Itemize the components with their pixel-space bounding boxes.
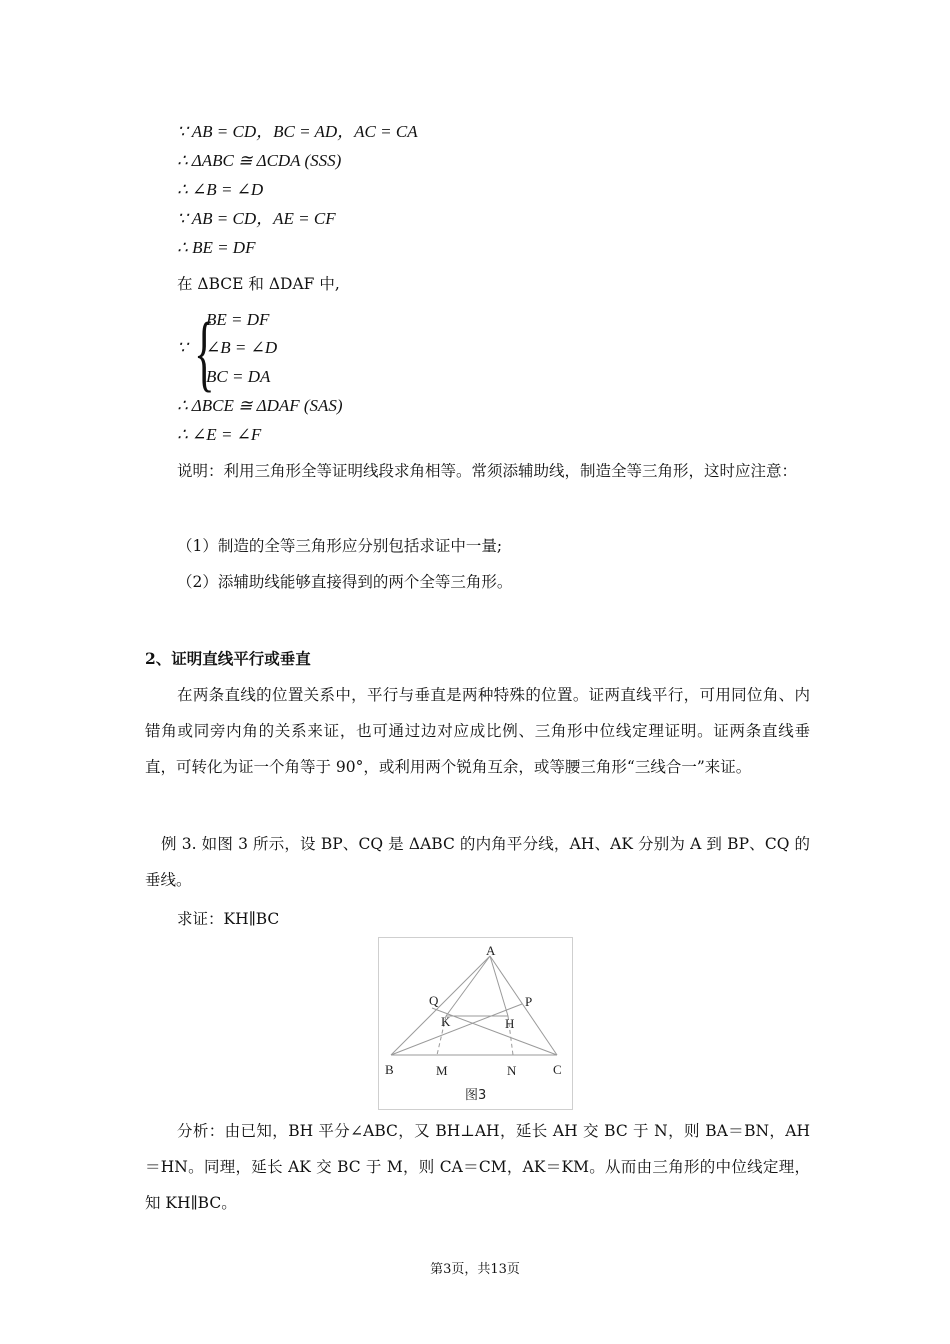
label-p: P	[525, 994, 533, 1009]
conclusion-2: ∴ ∠E = ∠F	[177, 425, 262, 444]
segment-ak	[446, 956, 490, 1016]
note-item-2: （2）添辅助线能够直接得到的两个全等三角形。	[177, 573, 513, 591]
system-row-3: BC = DA	[206, 367, 271, 386]
label-b: B	[385, 1062, 394, 1077]
proof-line-1: ∵ AB = CD，BC = AD，AC = CA	[177, 122, 418, 141]
label-a: A	[486, 943, 496, 958]
example-3-text: 例 3. 如图 3 所示，设 BP、CQ 是 ΔABC 的内角平分线，AH、AK 分别为 A 到 BP、CQ 的垂线。	[145, 835, 811, 889]
figure-3-diagram	[379, 938, 572, 1109]
label-m: M	[436, 1063, 448, 1078]
proof-line-5: ∴ BE = DF	[177, 238, 256, 257]
label-k: K	[441, 1014, 451, 1029]
conclusion-1: ∴ ΔBCE ≅ ΔDAF (SAS)	[177, 396, 343, 415]
note-text: 说明：利用三角形全等证明线段求角相等。常须添辅助线，制造全等三角形，这时应注意：	[177, 462, 798, 480]
section-body: 在两条直线的位置关系中，平行与垂直是两种特殊的位置。证两直线平行，可用同位角、内错角或同旁内角的关系来证，也可通过边对应成比例、三角形中位线定理证明。证两条直线垂直，可转化为证一个角等于 90°，或利用两个锐角互余，或等腰三角形“三线合一”来证。	[145, 686, 810, 776]
system-row-1: BE = DF	[206, 310, 270, 329]
proof-line-3: ∴ ∠B = ∠D	[177, 180, 264, 199]
proof-line-6: 在 ΔBCE 和 ΔDAF 中,	[177, 275, 340, 293]
figure-caption: 图3	[465, 1088, 487, 1103]
side-ac	[490, 956, 557, 1055]
system-row-2: ∠B = ∠D	[206, 338, 278, 357]
analysis-text: 分析：由已知，BH 平分∠ABC，又 BH⊥AH，延长 AH 交 BC 于 N，则 BA＝BN，AH＝HN。同理，延长 AK 交 BC 于 M，则 CA＝CM，AK＝KM。从而由三角形的中位线定理，知 KH∥BC。	[145, 1122, 810, 1212]
section-heading: 2、证明直线平行或垂直	[145, 649, 311, 668]
label-h: H	[505, 1016, 515, 1031]
bisector-bp	[391, 1004, 522, 1055]
page-footer: 第3页，共13页	[430, 1262, 520, 1277]
figure-3	[378, 937, 573, 1110]
system-because-symbol: ∵	[177, 338, 188, 357]
proof-line-2: ∴ ΔABC ≅ ΔCDA (SSS)	[177, 151, 342, 170]
left-brace: {	[194, 304, 215, 400]
label-q: Q	[429, 993, 439, 1008]
segment-ah	[490, 956, 508, 1016]
note-item-1: （1）制造的全等三角形应分别包括求证中一量;	[177, 537, 503, 555]
prove-statement: 求证：KH∥BC	[177, 910, 280, 928]
label-c: C	[553, 1062, 562, 1077]
label-n: N	[507, 1063, 517, 1078]
proof-line-4: ∵ AB = CD，AE = CF	[177, 209, 336, 228]
